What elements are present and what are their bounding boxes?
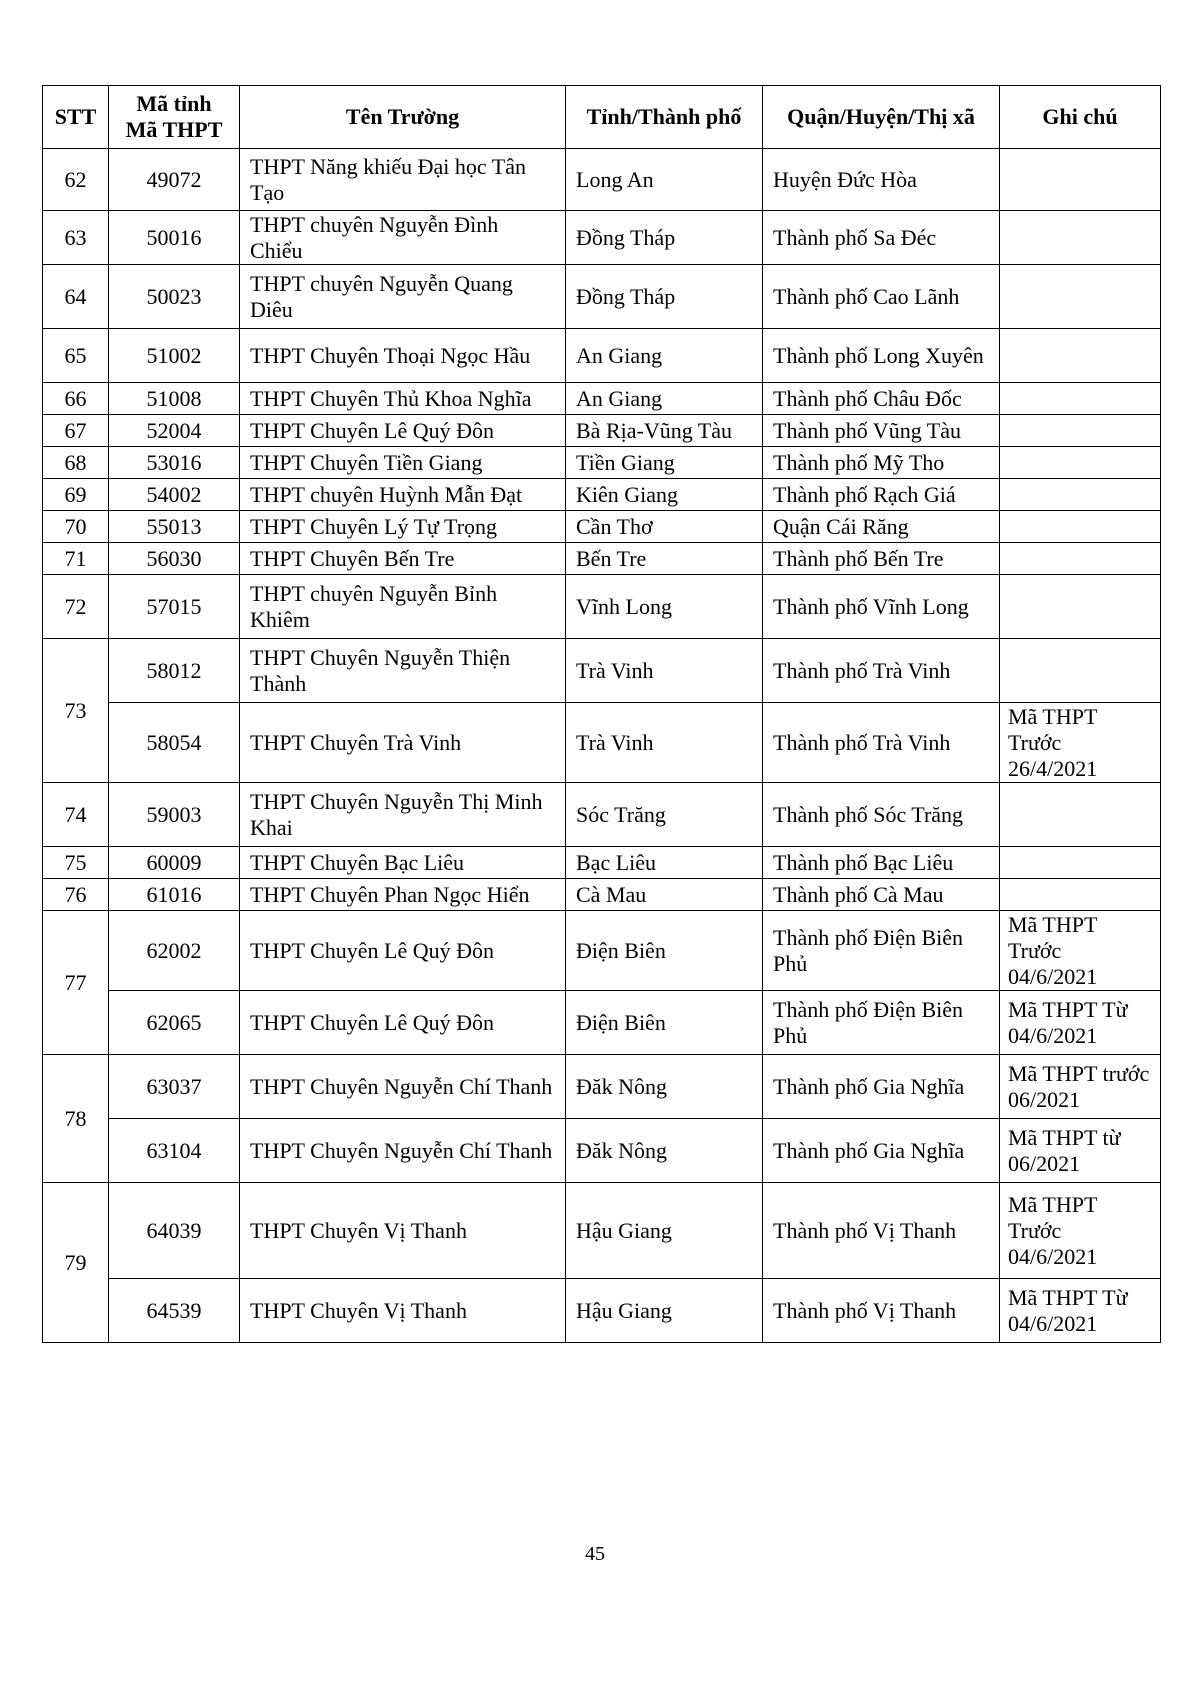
- cell-province: Sóc Trăng: [566, 783, 763, 847]
- cell-code: 59003: [109, 783, 240, 847]
- cell-code: 58054: [109, 703, 240, 783]
- cell-note: Mã THPT Từ 04/6/2021: [1000, 1279, 1161, 1343]
- cell-province: Đăk Nông: [566, 1119, 763, 1183]
- cell-stt: 75: [43, 847, 109, 879]
- cell-code: 62065: [109, 991, 240, 1055]
- cell-province: Đồng Tháp: [566, 211, 763, 265]
- cell-note: Mã THPT Trước 26/4/2021: [1000, 703, 1161, 783]
- cell-note: [1000, 415, 1161, 447]
- cell-stt: 79: [43, 1183, 109, 1343]
- cell-code: 55013: [109, 511, 240, 543]
- table-row: [43, 911, 1161, 991]
- cell-district: Thành phố Trà Vinh: [763, 703, 1000, 783]
- table-row: [43, 149, 1161, 211]
- cell-code: 51002: [109, 329, 240, 383]
- school-table: [42, 85, 1161, 1343]
- cell-code: 61016: [109, 879, 240, 911]
- cell-stt: 62: [43, 149, 109, 211]
- table-row: [43, 543, 1161, 575]
- cell-code: 54002: [109, 479, 240, 511]
- cell-stt: 72: [43, 575, 109, 639]
- header-province: Tỉnh/Thành phố: [566, 86, 763, 149]
- cell-district: Thành phố Sóc Trăng: [763, 783, 1000, 847]
- cell-province: Trà Vinh: [566, 703, 763, 783]
- cell-school: THPT Chuyên Thoại Ngọc Hầu: [240, 329, 566, 383]
- cell-district: Thành phố Cà Mau: [763, 879, 1000, 911]
- cell-stt: 63: [43, 211, 109, 265]
- table-row: [43, 447, 1161, 479]
- cell-stt: 76: [43, 879, 109, 911]
- cell-district: Thành phố Gia Nghĩa: [763, 1119, 1000, 1183]
- table-row: [43, 639, 1161, 703]
- cell-note: [1000, 479, 1161, 511]
- table-row: [43, 329, 1161, 383]
- table-row: [43, 703, 1161, 783]
- table-row: [43, 991, 1161, 1055]
- cell-school: THPT Chuyên Lê Quý Đôn: [240, 415, 566, 447]
- cell-school: THPT Chuyên Thủ Khoa Nghĩa: [240, 383, 566, 415]
- cell-province: Trà Vinh: [566, 639, 763, 703]
- cell-note: [1000, 783, 1161, 847]
- cell-province: Bạc Liêu: [566, 847, 763, 879]
- cell-district: Thành phố Rạch Giá: [763, 479, 1000, 511]
- table-row: [43, 879, 1161, 911]
- cell-code: 51008: [109, 383, 240, 415]
- cell-province: Đồng Tháp: [566, 265, 763, 329]
- cell-school: THPT Chuyên Tiền Giang: [240, 447, 566, 479]
- cell-province: Bến Tre: [566, 543, 763, 575]
- cell-district: Quận Cái Răng: [763, 511, 1000, 543]
- cell-note: Mã THPT từ 06/2021: [1000, 1119, 1161, 1183]
- cell-stt: 64: [43, 265, 109, 329]
- cell-province: Cần Thơ: [566, 511, 763, 543]
- cell-province: Điện Biên: [566, 911, 763, 991]
- cell-school: THPT Chuyên Lê Quý Đôn: [240, 991, 566, 1055]
- cell-stt: 73: [43, 639, 109, 783]
- cell-district: Thành phố Bến Tre: [763, 543, 1000, 575]
- cell-stt: 71: [43, 543, 109, 575]
- cell-code: 49072: [109, 149, 240, 211]
- cell-school: THPT Chuyên Bạc Liêu: [240, 847, 566, 879]
- cell-province: Long An: [566, 149, 763, 211]
- cell-school: THPT chuyên Huỳnh Mẫn Đạt: [240, 479, 566, 511]
- cell-district: Thành phố Vũng Tàu: [763, 415, 1000, 447]
- header-code-line1: Mã tỉnh: [136, 91, 212, 116]
- cell-school: THPT chuyên Nguyễn Bỉnh Khiêm: [240, 575, 566, 639]
- cell-school: THPT Chuyên Bến Tre: [240, 543, 566, 575]
- cell-district: Thành phố Điện Biên Phủ: [763, 911, 1000, 991]
- table-row: [43, 265, 1161, 329]
- cell-district: Thành phố Sa Đéc: [763, 211, 1000, 265]
- cell-school: THPT Chuyên Lý Tự Trọng: [240, 511, 566, 543]
- cell-note: Mã THPT Từ 04/6/2021: [1000, 991, 1161, 1055]
- cell-district: Thành phố Vị Thanh: [763, 1279, 1000, 1343]
- cell-province: Hậu Giang: [566, 1279, 763, 1343]
- cell-district: Thành phố Châu Đốc: [763, 383, 1000, 415]
- cell-note: [1000, 383, 1161, 415]
- table-row: [43, 1055, 1161, 1119]
- cell-note: Mã THPT trước 06/2021: [1000, 1055, 1161, 1119]
- cell-note: [1000, 211, 1161, 265]
- cell-code: 58012: [109, 639, 240, 703]
- table-row: [43, 511, 1161, 543]
- cell-district: Thành phố Trà Vinh: [763, 639, 1000, 703]
- cell-district: Thành phố Vị Thanh: [763, 1183, 1000, 1279]
- cell-code: 50016: [109, 211, 240, 265]
- table-row: [43, 383, 1161, 415]
- header-district: Quận/Huyện/Thị xã: [763, 86, 1000, 149]
- cell-district: Thành phố Long Xuyên: [763, 329, 1000, 383]
- cell-province: Kiên Giang: [566, 479, 763, 511]
- cell-district: Thành phố Cao Lãnh: [763, 265, 1000, 329]
- cell-stt: 68: [43, 447, 109, 479]
- header-school: Tên Trường: [240, 86, 566, 149]
- table-row: [43, 415, 1161, 447]
- cell-note: Mã THPT Trước 04/6/2021: [1000, 1183, 1161, 1279]
- cell-province: An Giang: [566, 329, 763, 383]
- cell-stt: 74: [43, 783, 109, 847]
- cell-school: THPT Chuyên Nguyễn Chí Thanh: [240, 1055, 566, 1119]
- cell-note: Mã THPT Trước 04/6/2021: [1000, 911, 1161, 991]
- cell-note: [1000, 879, 1161, 911]
- cell-province: Bà Rịa-Vũng Tàu: [566, 415, 763, 447]
- cell-province: Hậu Giang: [566, 1183, 763, 1279]
- cell-note: [1000, 265, 1161, 329]
- cell-stt: 78: [43, 1055, 109, 1183]
- cell-school: THPT Chuyên Nguyễn Thị Minh Khai: [240, 783, 566, 847]
- cell-school: THPT chuyên Nguyễn Đình Chiểu: [240, 211, 566, 265]
- cell-note: [1000, 639, 1161, 703]
- cell-code: 57015: [109, 575, 240, 639]
- header-row: [43, 86, 1161, 149]
- table-row: [43, 479, 1161, 511]
- table-row: [43, 1119, 1161, 1183]
- cell-school: THPT chuyên Nguyễn Quang Diêu: [240, 265, 566, 329]
- cell-code: 52004: [109, 415, 240, 447]
- cell-note: [1000, 329, 1161, 383]
- cell-district: Thành phố Vĩnh Long: [763, 575, 1000, 639]
- cell-stt: 69: [43, 479, 109, 511]
- page-number: 45: [585, 1543, 605, 1565]
- header-code-line2: Mã THPT: [125, 117, 223, 142]
- cell-note: [1000, 447, 1161, 479]
- cell-school: THPT Năng khiếu Đại học Tân Tạo: [240, 149, 566, 211]
- cell-school: THPT Chuyên Phan Ngọc Hiển: [240, 879, 566, 911]
- header-note: Ghi chú: [1000, 86, 1161, 149]
- cell-code: 62002: [109, 911, 240, 991]
- cell-province: An Giang: [566, 383, 763, 415]
- cell-note: [1000, 149, 1161, 211]
- cell-province: Cà Mau: [566, 879, 763, 911]
- table-row: [43, 847, 1161, 879]
- cell-district: Thành phố Mỹ Tho: [763, 447, 1000, 479]
- cell-district: Huyện Đức Hòa: [763, 149, 1000, 211]
- cell-code: 63037: [109, 1055, 240, 1119]
- table-row: [43, 783, 1161, 847]
- cell-code: 53016: [109, 447, 240, 479]
- cell-district: Thành phố Điện Biên Phủ: [763, 991, 1000, 1055]
- header-code: [109, 86, 240, 149]
- cell-school: THPT Chuyên Nguyễn Chí Thanh: [240, 1119, 566, 1183]
- cell-province: Vĩnh Long: [566, 575, 763, 639]
- cell-district: Thành phố Gia Nghĩa: [763, 1055, 1000, 1119]
- cell-code: 63104: [109, 1119, 240, 1183]
- cell-stt: 66: [43, 383, 109, 415]
- cell-code: 56030: [109, 543, 240, 575]
- cell-note: [1000, 543, 1161, 575]
- cell-district: Thành phố Bạc Liêu: [763, 847, 1000, 879]
- cell-province: Tiền Giang: [566, 447, 763, 479]
- cell-code: 50023: [109, 265, 240, 329]
- cell-province: Đăk Nông: [566, 1055, 763, 1119]
- cell-note: [1000, 847, 1161, 879]
- cell-stt: 70: [43, 511, 109, 543]
- cell-school: THPT Chuyên Lê Quý Đôn: [240, 911, 566, 991]
- header-stt: STT: [43, 86, 109, 149]
- cell-code: 64539: [109, 1279, 240, 1343]
- cell-school: THPT Chuyên Trà Vinh: [240, 703, 566, 783]
- cell-school: THPT Chuyên Vị Thanh: [240, 1279, 566, 1343]
- cell-stt: 77: [43, 911, 109, 1055]
- cell-note: [1000, 511, 1161, 543]
- cell-note: [1000, 575, 1161, 639]
- table-row: [43, 211, 1161, 265]
- table-row: [43, 1279, 1161, 1343]
- cell-school: THPT Chuyên Vị Thanh: [240, 1183, 566, 1279]
- cell-code: 60009: [109, 847, 240, 879]
- table-row: [43, 1183, 1161, 1279]
- cell-school: THPT Chuyên Nguyễn Thiện Thành: [240, 639, 566, 703]
- cell-stt: 65: [43, 329, 109, 383]
- cell-code: 64039: [109, 1183, 240, 1279]
- table-row: [43, 575, 1161, 639]
- cell-stt: 67: [43, 415, 109, 447]
- cell-province: Điện Biên: [566, 991, 763, 1055]
